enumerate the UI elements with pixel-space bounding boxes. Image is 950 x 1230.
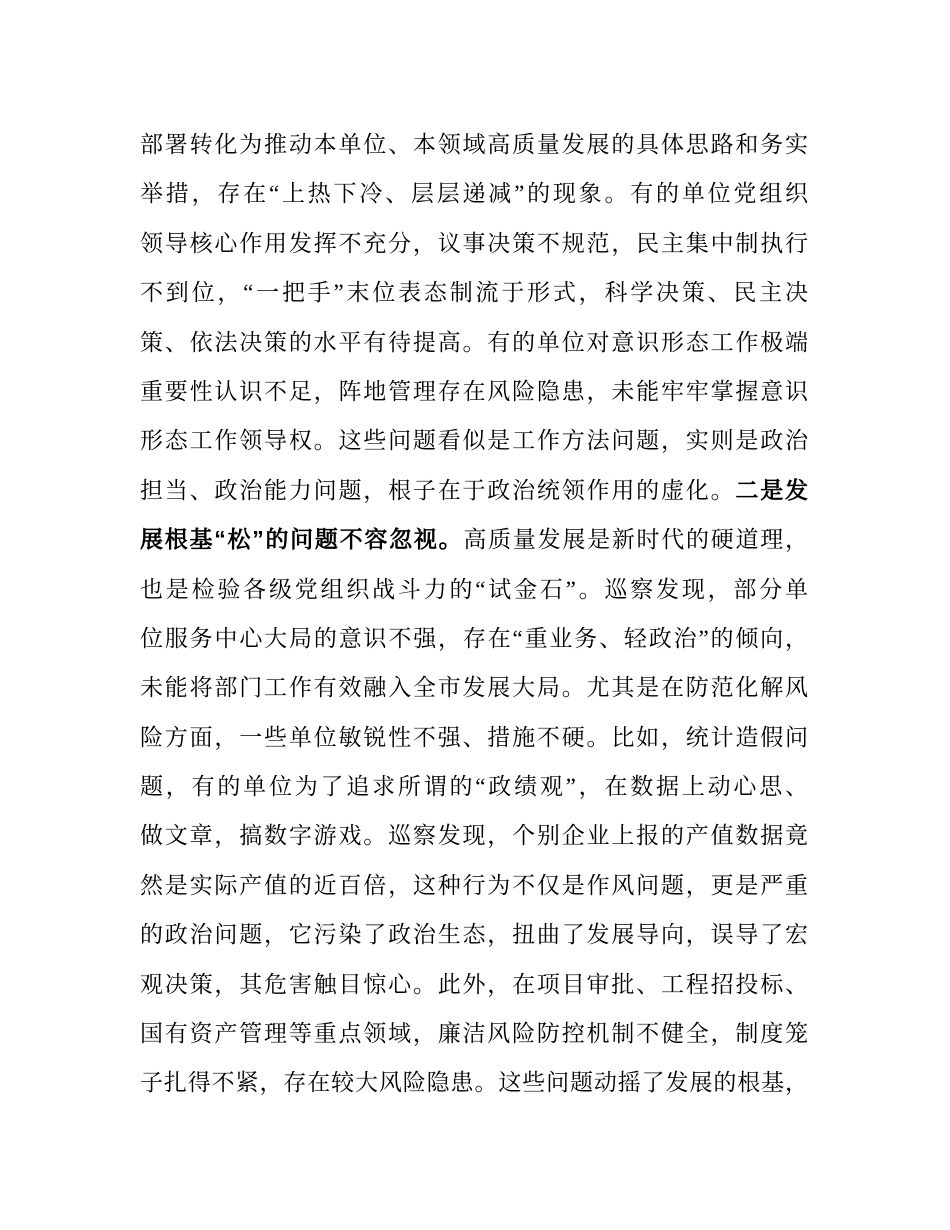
text-line bbox=[140, 318, 808, 367]
body-text: 未能将部门工作有效融入全市发展大局。尤其是在防范化解风 bbox=[140, 675, 808, 701]
body-text: 部署转化为推动本单位、本领域高质量发展的具体思路和务实 bbox=[140, 132, 808, 157]
body-text: 的政治问题，它污染了政治生态，扭曲了发展导向，误导了宏 bbox=[140, 922, 808, 948]
document-body bbox=[140, 120, 808, 1108]
body-text: 做文章，搞数字游戏。巡察发现，个别企业上报的产值数据竟 bbox=[140, 823, 808, 849]
text-line bbox=[140, 1009, 808, 1058]
text-line bbox=[140, 268, 808, 317]
text-line bbox=[140, 614, 808, 663]
text-line bbox=[140, 960, 808, 1009]
text-line bbox=[140, 565, 808, 614]
body-text: 国有资产管理等重点领域，廉洁风险防控机制不健全，制度笼 bbox=[140, 1021, 808, 1047]
body-text: 形态工作领导权。这些问题看似是工作方法问题，实则是政治 bbox=[140, 428, 808, 454]
text-line bbox=[140, 663, 808, 712]
text-line bbox=[140, 762, 808, 811]
body-text: 重要性认识不足，阵地管理存在风险隐患，未能牢牢掌握意识 bbox=[140, 378, 808, 404]
text-line bbox=[140, 416, 808, 465]
text-line bbox=[140, 466, 808, 515]
text-line bbox=[140, 120, 808, 169]
body-text: 子扎得不紧，存在较大风险隐患。这些问题动摇了发展的根基， bbox=[140, 1070, 808, 1096]
text-line bbox=[140, 169, 808, 218]
body-text: 担当、政治能力问题，根子在于政治统领作用的虚化。 bbox=[140, 477, 736, 503]
text-line bbox=[140, 219, 808, 268]
body-text: 险方面，一些单位敏锐性不强、措施不硬。比如，统计造假问 bbox=[140, 724, 808, 750]
body-text: 不到位，“一把手”末位表态制流于形式，科学决策、民主决 bbox=[140, 280, 808, 306]
body-text: 也是检验各级党组织战斗力的“试金石”。巡察发现，部分单 bbox=[140, 576, 808, 602]
text-line bbox=[140, 367, 808, 416]
emphasis-text: 展根基“松”的问题不容忽视。 bbox=[140, 526, 464, 553]
emphasis-text: 二是发 bbox=[735, 476, 809, 503]
text-line bbox=[140, 811, 808, 860]
body-text: 领导核心作用发挥不充分，议事决策不规范，民主集中制执行 bbox=[140, 230, 808, 256]
body-text: 举措，存在“上热下冷、层层递减”的现象。有的单位党组织 bbox=[140, 181, 808, 207]
text-line bbox=[140, 910, 808, 959]
body-text: 观决策，其危害触目惊心。此外，在项目审批、工程招投标、 bbox=[140, 971, 808, 997]
body-text: 然是实际产值的近百倍，这种行为不仅是作风问题，更是严重 bbox=[140, 872, 808, 898]
text-line bbox=[140, 713, 808, 762]
text-line bbox=[140, 861, 808, 910]
body-text: 题，有的单位为了追求所谓的“政绩观”，在数据上动心思、 bbox=[140, 774, 808, 800]
body-text: 高质量发展是新时代的硬道理， bbox=[463, 527, 809, 553]
text-line bbox=[140, 1058, 808, 1107]
body-text: 位服务中心大局的意识不强，存在“重业务、轻政治”的倾向， bbox=[140, 625, 808, 651]
text-line bbox=[140, 515, 808, 564]
body-text: 策、依法决策的水平有待提高。有的单位对意识形态工作极端 bbox=[140, 329, 808, 355]
